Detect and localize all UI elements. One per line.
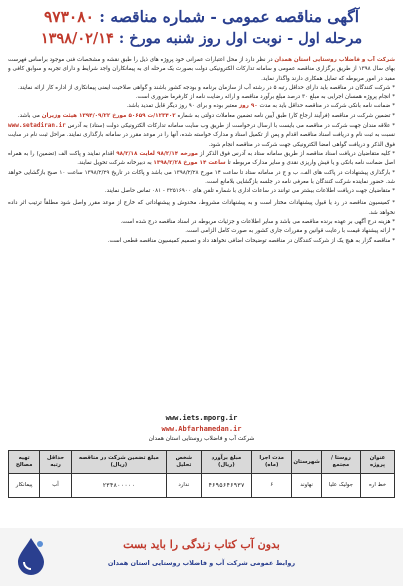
table-header: عنوان پروژه [361, 451, 395, 474]
setadiran-link[interactable]: www.setadiran.ir [8, 122, 66, 130]
notice-title [8, 6, 395, 28]
table-header: مدت اجرا (ماه) [251, 451, 291, 474]
table-cell: ۴۶۹۵۶۴۶۹۳۷ [201, 474, 251, 498]
intro-paragraph: شرکت آب و فاضلاب روستایی استان همدان در نظر دارد از محل اعتبارات عمرانی خود پروژه های ذیل را طبق نقشه و مشخصات فنی موجود براساس فهرست بهای سال ۱۳۹۸ از طریق برگزاری مناقصه عمومی و سامانه تدارکات الکترونیکی دولت بصورت یک مرحله ای به پیمانکاران واجد شرایط و دارای تجربه و سوابق کافی و مفید در امور مربوطه که تمایل همکاری دارند واگذار نماید. [8, 57, 395, 82]
notice-signature: شرکت آب و فاضلاب روستایی استان همدان [148, 436, 255, 442]
stage-text: مرحله اول - نوبت اول روز شنبه مورخ : [113, 30, 363, 47]
footer-public-relations: روابط عمومی شرکت آب و فاضلاب روستایی استان همدان [107, 559, 296, 567]
notice-header [8, 6, 395, 50]
table-cell: ۶ [251, 474, 291, 498]
table-header: مبلغ برآورد (ریال) [201, 451, 251, 474]
clause-guarantee-regulation: * تضمین شرکت در مناقصه (فرآیند ارجاع کار) طبق آیین نامه تضمین معاملات دولتی به شماره ۱۲۳۴۰۲/ت ۵۰۶۵۹ مورخ ۱۳۹۴/۰۹/۲۲ هیئت وزیران می باشد. [17, 112, 395, 119]
table-header: تهیه مصالح [9, 451, 40, 474]
footer-slogan: بدون آب کتاب زندگی را باید بست [123, 538, 280, 551]
table-header: شهرستان [292, 451, 321, 474]
abfar-link[interactable]: www.Abfarhamedan.ir [161, 425, 242, 433]
table-cell: ندارد [166, 474, 201, 498]
tender-number: ۹۷۳۰۸۰ [43, 7, 94, 26]
clause-eligibility: * شرکت کنندگان در مناقصه باید دارای حداقل رتبه ۵ در رشته آب از سازمان برنامه و بودجه کشور باشند و گواهی صلاحیت ایمنی پیمانکاری از اداره کار ارائه نمایند. [18, 84, 395, 91]
clause-ad-cost: * هزینه درج آگهی بر عهده برنده مناقصه می باشد و سایر اطلاعات و جزئیات مربوطه در اسناد مناقصه درج شده است. [120, 219, 395, 226]
title-text: آگهی مناقصه عمومی - شماره مناقصه : [93, 7, 360, 26]
clause-commission: * کمیسیون مناقصه در رد یا قبول پیشنهادات مختار است و به پیشنهادات مشروط، مخدوش و پیشنهاداتی که خارج از موعد مقرر واصل شود مطلقاً ترتیب اثر داده نخواهد شد. [8, 200, 395, 216]
table-cell: خط اره [361, 474, 395, 498]
table-row [9, 474, 395, 498]
table-cell: جولیک علیا [321, 474, 360, 498]
table-cell: ۲۳۴۸۰۰۰۰۰ [71, 474, 166, 498]
clause-contact: * متقاضیان جهت دریافت اطلاعات بیشتر می توانند در ساعات اداری با شماره تلفن های ۳۲۵۱۶۹۰۰ - ۰۸۱ تماس حاصل نمایند. [104, 188, 395, 195]
table-cell: پیمانکار [9, 474, 40, 498]
table-header: حداقل رتبه [40, 451, 71, 474]
table-header: شخص تحلیل [166, 451, 201, 474]
clause-experience: * انجام پروژه همسان اجرایی به مبلغ ۳۰ درصد مبلغ برآورد مناقصه و ارائه رضایت نامه از کارفرما ضروری است. [135, 94, 395, 101]
notice-date: ۱۳۹۸/۰۲/۱۴ [40, 30, 114, 47]
company-name: شرکت آب و فاضلاب روستایی استان همدان [274, 57, 395, 63]
clause-final: * مناقصه گزار به هیچ یک از شرکت کنندگان در مناقصه توضیحات اضافی نخواهد داد و تصمیم کمیسیون مناقصه قطعی است. [107, 237, 395, 244]
website-links [8, 413, 395, 435]
clause-deadlines: * کلیه متقاضیان دریافت اسناد مناقصه از طریق سامانه ستاد به آدرس فوق الذکر از مورخه ۹۸/۲/۱۴ لغایت ۹۸/۲/۱۸ اقدام نمایند و پاکت الف (تضمین) را به همراه اصل ضمانت نامه بانکی و یا فیش واریزی نقدی و سایر مدارک مربوطه تا ساعت ۱۴ مورخ ۱۳۹۸/۲/۲۸ به دبیرخانه شرکت تحویل نمایند. [8, 150, 395, 167]
table-header: مبلغ تضمین شرکت در مناقصه (ریال) [71, 451, 166, 474]
notice-body [8, 56, 395, 411]
project-table [8, 450, 395, 498]
table-header: روستا / مجتمع [321, 451, 360, 474]
table-cell: نهاوند [292, 474, 321, 498]
iets-link[interactable]: www.iets.mporg.ir [165, 414, 238, 422]
table-header-row [9, 451, 395, 474]
notice-footer [0, 528, 403, 586]
clause-pricing: * ارائه پیشنهاد قیمت با رعایت قوانین و مقررات جاری کشور به صورت کامل الزامی است. [185, 228, 395, 235]
clause-guarantee-validity: * ضمانت نامه بانکی شرکت در مناقصه حداقل باید به مدت ۹۰ روز معتبر بوده و برای ۹۰ روز دیگر قابل تمدید باشد. [126, 103, 395, 110]
notice-subtitle [8, 28, 395, 50]
table-cell: آب [40, 474, 71, 498]
clause-opening: * بارگذاری پیشنهادات در پاکت های الف، ب و ج در سامانه ستاد تا ساعت ۱۴ مورخ ۱۳۹۸/۲/۲۸ می باشد و پاکات در تاریخ ۱۳۹۸/۲/۲۹ ساعت ۱۰ صبح بازگشایی خواهد شد. حضور نماینده شرکت کنندگان با معرفی نامه در جلسه بازگشایی بلامانع است. [8, 169, 395, 185]
clause-registration: * علاقه مندان جهت شرکت در مناقصه می بایست با ارسال درخواست از طریق وب سایت سامانه تدارکات الکترونیکی دولت (ستاد) به آدرس www.setadiran.ir نسبت به ثبت نام و دریافت اسناد مناقصه اقدام و پس از تکمیل اسناد و مدارک خواسته شده، آنها را در موعد مقرر در سامانه بارگذاری نمایند. مراحل ثبت نام در سایت فوق الذکر و دریافت گواهی امضا الکترونیکی جهت شرکت در مناقصه انجام شود. [8, 122, 395, 148]
